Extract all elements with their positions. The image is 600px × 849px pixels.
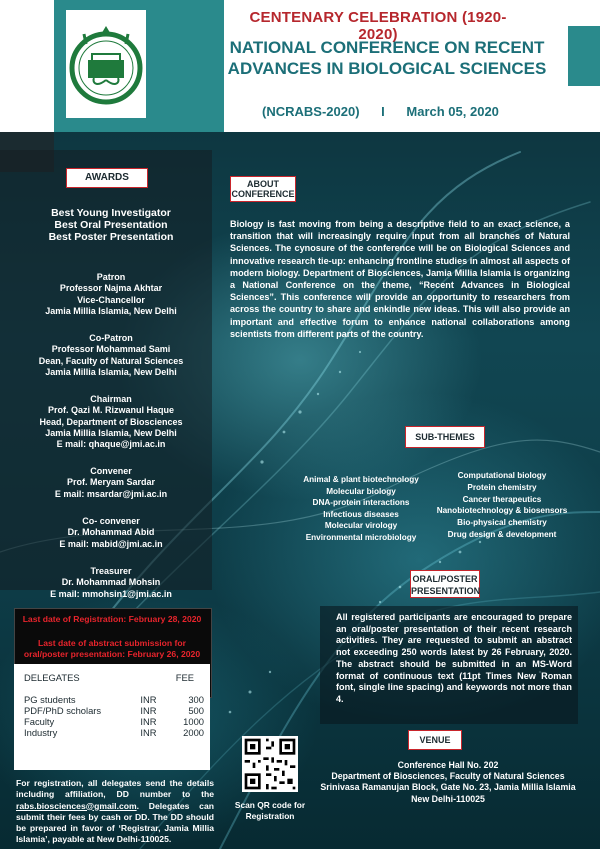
fee-category: PDF/PhD scholars <box>24 705 102 716</box>
fee-currency: INR <box>140 705 157 716</box>
oral-poster-text: All registered participants are encouraged to prepare an oral/poster presentation of their recent research activities. They are requested to submit an abstract not exceeding 250 words latest by 26 February, 2020. The abstract should be submitted in an MS-Word format of continuous text (11pt Times New Roman font, single line spacing) and keywords not more than 4. <box>336 612 572 704</box>
fee-amount: 300 <box>188 694 204 705</box>
qr-caption-line1: Scan QR code for <box>234 800 306 810</box>
logo-card <box>66 10 146 118</box>
header-separator: I <box>381 104 385 119</box>
awards-list <box>16 207 206 243</box>
award-item: Best Oral Presentation <box>54 219 168 231</box>
treasurer-role: Treasurer <box>90 566 132 576</box>
copatron-affiliation: Jamia Millia Islamia, New Delhi <box>45 366 177 377</box>
fee-table <box>24 672 204 738</box>
chairman-role: Chairman <box>90 394 132 404</box>
venue-address <box>318 760 578 805</box>
fee-category: Industry <box>24 727 58 738</box>
subtheme-item: Animal & plant biotechnology <box>303 475 419 484</box>
university-seal-icon <box>66 18 146 110</box>
registration-note-part1: For registration, all delegates send the details including affiliation, DD number to the <box>16 778 214 800</box>
delegates-header: DELEGATES <box>24 672 80 683</box>
subthemes-right-list <box>432 470 572 541</box>
patron-name: Professor Najma Akhtar <box>59 283 163 294</box>
subtheme-item: Nanobiotechnology & biosensors <box>436 506 568 516</box>
qr-caption <box>226 800 314 822</box>
patron-block <box>8 272 214 317</box>
qr-code-graphic <box>242 736 298 792</box>
coconvener-block <box>8 516 214 550</box>
convener-role: Convener <box>90 466 132 476</box>
qr-caption-line2: Registration <box>245 811 295 821</box>
conference-acronym: (NCRABS-2020) <box>262 104 360 119</box>
registration-note-part2: . Delegates can submit their fees by cash or DD. The DD should be prepared in favor of ‘Registrar, Jamia Millia Islamia’, payable at New Delhi-110025. <box>16 800 214 845</box>
conference-title-line1: NATIONAL CONFERENCE ON RECENT <box>229 38 545 57</box>
venue-department: Department of Biosciences, Faculty of Natural Sciences <box>331 771 565 782</box>
venue-hall: Conference Hall No. 202 <box>397 760 499 770</box>
awards-badge: AWARDS <box>66 168 148 188</box>
subtheme-item: Infectious diseases <box>323 509 399 519</box>
oral-poster-badge <box>410 570 480 598</box>
coconvener-email: E mail: mabid@jmi.ac.in <box>59 538 163 549</box>
subtheme-item: Drug design & development <box>447 529 557 539</box>
patron-title: Vice-Chancellor <box>77 294 145 305</box>
fee-currency: INR <box>140 694 157 705</box>
treasurer-email: E mail: mmohsin1@jmi.ac.in <box>50 588 172 599</box>
venue-block: Srinivasa Ramanujan Block, Gate No. 23, Jamia Millia Islamia <box>320 782 576 793</box>
coconvener-name: Dr. Mohammad Abid <box>67 527 155 538</box>
convener-email: E mail: msardar@jmi.ac.in <box>54 488 168 499</box>
chairman-block <box>8 394 214 450</box>
patron-role: Patron <box>96 272 126 282</box>
subtheme-item: Protein chemistry <box>467 482 537 492</box>
fee-amount: 1000 <box>183 716 204 727</box>
chairman-email: E mail: qhaque@jmi.ac.in <box>56 439 166 450</box>
oral-badge-line1: ORAL/POSTER <box>412 574 478 584</box>
fee-currency: INR <box>140 716 157 727</box>
registration-note <box>16 778 214 846</box>
subtheme-item: Environmental microbiology <box>305 532 417 542</box>
chairman-title: Head, Department of Biosciences <box>39 416 183 427</box>
about-badge-line2: CONFERENCE <box>231 189 295 199</box>
registration-deadline: Last date of Registration: February 28, 2020 <box>22 614 202 624</box>
award-item: Best Young Investigator <box>51 207 171 219</box>
chairman-name: Prof. Qazi M. Rizwanul Haque <box>47 405 174 416</box>
copatron-block <box>8 333 214 378</box>
about-badge-line1: ABOUT <box>247 179 279 189</box>
table-row <box>24 716 204 727</box>
table-row <box>24 694 204 705</box>
fee-currency: INR <box>140 727 157 738</box>
venue-badge: VENUE <box>408 730 462 750</box>
celebration-heading: CENTENARY CELEBRATION (1920-2020) <box>249 9 507 43</box>
abstract-deadline-line2: oral/poster presentation: February 26, 2020 <box>23 649 201 659</box>
table-row <box>24 727 204 738</box>
copatron-title: Dean, Faculty of Natural Sciences <box>38 355 184 366</box>
fee-category: PG students <box>24 694 76 705</box>
subtheme-item: Bio-physical chemistry <box>457 518 547 528</box>
copatron-name: Professor Mohammad Sami <box>51 344 171 355</box>
conference-title-line2: ADVANCES IN BIOLOGICAL SCIENCES <box>227 59 547 78</box>
convener-block <box>8 466 214 500</box>
about-text: Biology is fast moving from being a descriptive field to an exact science, a transition that will increasingly require input from all branches of Natural Sciences. The cynosure of the conference will be on Biological Sciences and innovative research tie-up: enhancing frontline studies in almost all aspects of modern biology. Department of Biosciences, Jamia Millia Islamia is organizing a National Conference on the theme, “Recent Advances in Biological Sciences”. This conference will provide an opportunity to researchers from across the country to share and enkindle new ideas. This will also provide an important and effective forum to enhance national collaborations among scientists from different parts of the country. <box>230 219 570 339</box>
registration-email-link[interactable]: rabs.biosciences@gmail.com <box>16 800 137 811</box>
fee-category: Faculty <box>24 716 55 727</box>
qr-code-icon[interactable] <box>242 736 298 792</box>
treasurer-block <box>8 566 214 600</box>
fee-header: FEE <box>175 672 194 683</box>
abstract-deadline <box>14 638 210 660</box>
subthemes-left-list <box>296 474 426 543</box>
treasurer-name: Dr. Mohammad Mohsin <box>61 577 161 588</box>
about-badge <box>230 176 296 202</box>
oral-badge-line2: PRESENTATION <box>411 586 481 596</box>
abstract-deadline-line1: Last date of abstract submission for <box>37 638 187 648</box>
coconvener-role: Co- convener <box>82 516 140 526</box>
acronym-date-line <box>262 104 562 119</box>
subtheme-item: Cancer therapeutics <box>462 494 542 504</box>
fee-table-header <box>24 672 204 694</box>
patron-affiliation: Jamia Millia Islamia, New Delhi <box>45 305 177 316</box>
subtheme-item: Computational biology <box>457 471 547 480</box>
award-item: Best Poster Presentation <box>48 231 174 243</box>
convener-name: Prof. Meryam Sardar <box>66 477 156 488</box>
subtheme-item: Molecular virology <box>324 521 398 530</box>
copatron-role: Co-Patron <box>89 333 133 343</box>
chairman-affiliation: Jamia Millia Islamia, New Delhi <box>45 427 177 438</box>
subthemes-badge: SUB-THEMES <box>405 426 485 448</box>
header-accent-tab <box>568 26 600 86</box>
table-row <box>24 705 204 716</box>
subtheme-item: Molecular biology <box>326 486 396 496</box>
venue-city: New Delhi-110025 <box>411 793 485 804</box>
subtheme-item: DNA-protein interactions <box>312 498 410 507</box>
fee-amount: 2000 <box>183 727 204 738</box>
conference-date: March 05, 2020 <box>406 104 499 119</box>
fee-amount: 500 <box>188 705 204 716</box>
